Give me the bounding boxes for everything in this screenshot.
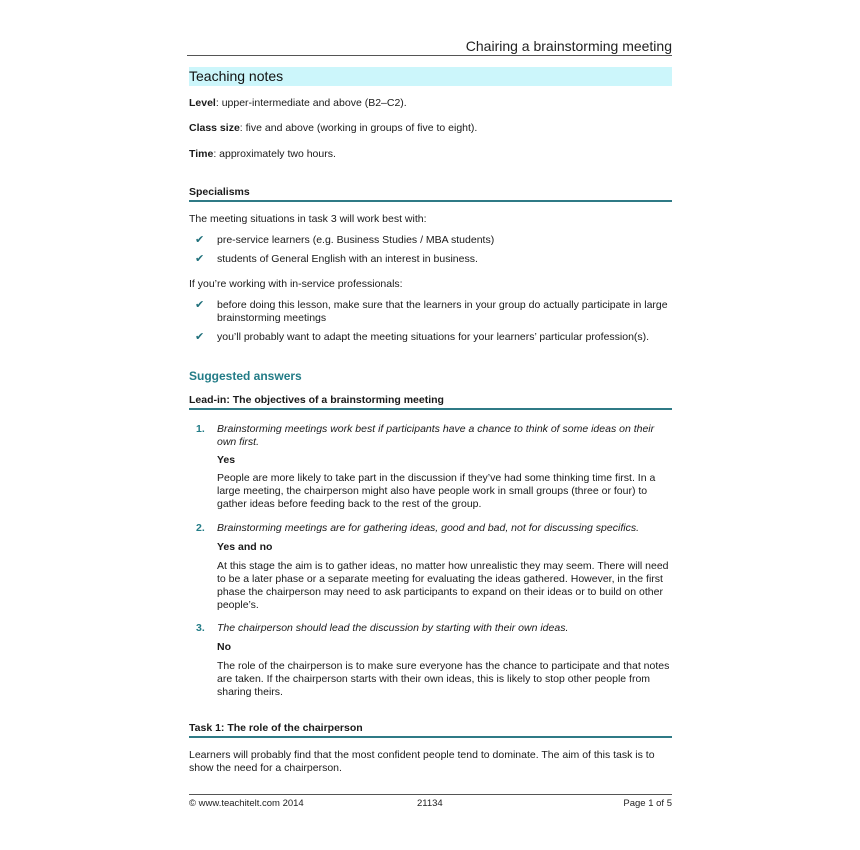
- header-title: Chairing a brainstorming meeting: [465, 38, 672, 54]
- fact-label: Class size: [189, 122, 240, 134]
- question-text: Brainstorming meetings work best if participants have a chance to think of some ideas on their own first.: [217, 423, 655, 448]
- answer-label: Yes and no: [217, 541, 273, 553]
- explanation-text: People are more likely to take part in the discussion if they’ve had some thinking time first. In a large meeting, the chairperson might also have people work in small groups (three or four) to gather ideas before feeding back to the rest of the group.: [217, 472, 656, 510]
- lead-in-heading: Lead-in: The objectives of a brainstorming meeting: [189, 394, 672, 410]
- fact-label: Level: [189, 97, 216, 109]
- list-item: before doing this lesson, make sure that the learners in your group do actually participate in large brainstorming meetings: [217, 299, 668, 324]
- list-item: students of General English with an interest in business.: [217, 253, 478, 265]
- suggested-answers-heading: Suggested answers: [189, 369, 302, 383]
- item-number: 1.: [196, 423, 205, 435]
- answer-label: Yes: [217, 454, 236, 466]
- footer-page-number: Page 1 of 5: [623, 798, 672, 809]
- fact-text: : approximately two hours.: [213, 148, 336, 160]
- footer-rule: [189, 794, 672, 795]
- teaching-notes-band: [189, 67, 672, 86]
- task1-heading: Task 1: The role of the chairperson: [189, 722, 672, 738]
- task1-text: Learners will probably find that the most confident people tend to dominate. The aim of this task is to show the need for a chairperson.: [189, 749, 655, 774]
- footer-code: 21134: [417, 798, 443, 809]
- check-icon: ✔: [195, 234, 205, 246]
- specialisms-intro-1: The meeting situations in task 3 will work best with:: [189, 213, 427, 225]
- fact-class-size: [189, 122, 477, 134]
- check-icon: ✔: [195, 253, 205, 265]
- list-item: pre-service learners (e.g. Business Studies / MBA students): [217, 234, 495, 246]
- header-rule: [187, 55, 672, 56]
- check-icon: ✔: [195, 331, 205, 343]
- explanation-text: The role of the chairperson is to make sure everyone has the chance to participate and that notes are taken. If the chairperson starts with their own ideas, this is likely to stop other people from sharing theirs.: [217, 660, 670, 698]
- fact-text: : upper-intermediate and above (B2–C2).: [215, 97, 407, 109]
- footer-copyright: © www.teachitelt.com 2014: [189, 798, 304, 809]
- fact-text: : five and above (working in groups of five to eight).: [239, 122, 478, 134]
- answer-label: No: [217, 641, 231, 653]
- item-number: 2.: [196, 522, 205, 534]
- explanation-text: At this stage the aim is to gather ideas, no matter how unrealistic they may seem. There will need to be a later phase or a separate meeting for evaluating the ideas gathered. However, in the first phase the chairperson may need to ask participants to expand on their ideas or to build on other people’s.: [217, 560, 669, 611]
- fact-level: [189, 97, 407, 109]
- teaching-notes-title: Teaching notes: [189, 68, 284, 84]
- specialisms-intro-2: If you’re working with in-service professionals:: [189, 278, 403, 290]
- specialisms-heading: Specialisms: [189, 186, 672, 202]
- fact-label: Time: [189, 148, 214, 160]
- list-item: you’ll probably want to adapt the meeting situations for your learners’ particular profession(s).: [217, 331, 650, 343]
- fact-time: [189, 148, 336, 160]
- question-text: Brainstorming meetings are for gathering ideas, good and bad, not for discussing specifics.: [217, 522, 639, 534]
- item-number: 3.: [196, 622, 205, 634]
- check-icon: ✔: [195, 299, 205, 311]
- question-text: The chairperson should lead the discussion by starting with their own ideas.: [217, 622, 569, 634]
